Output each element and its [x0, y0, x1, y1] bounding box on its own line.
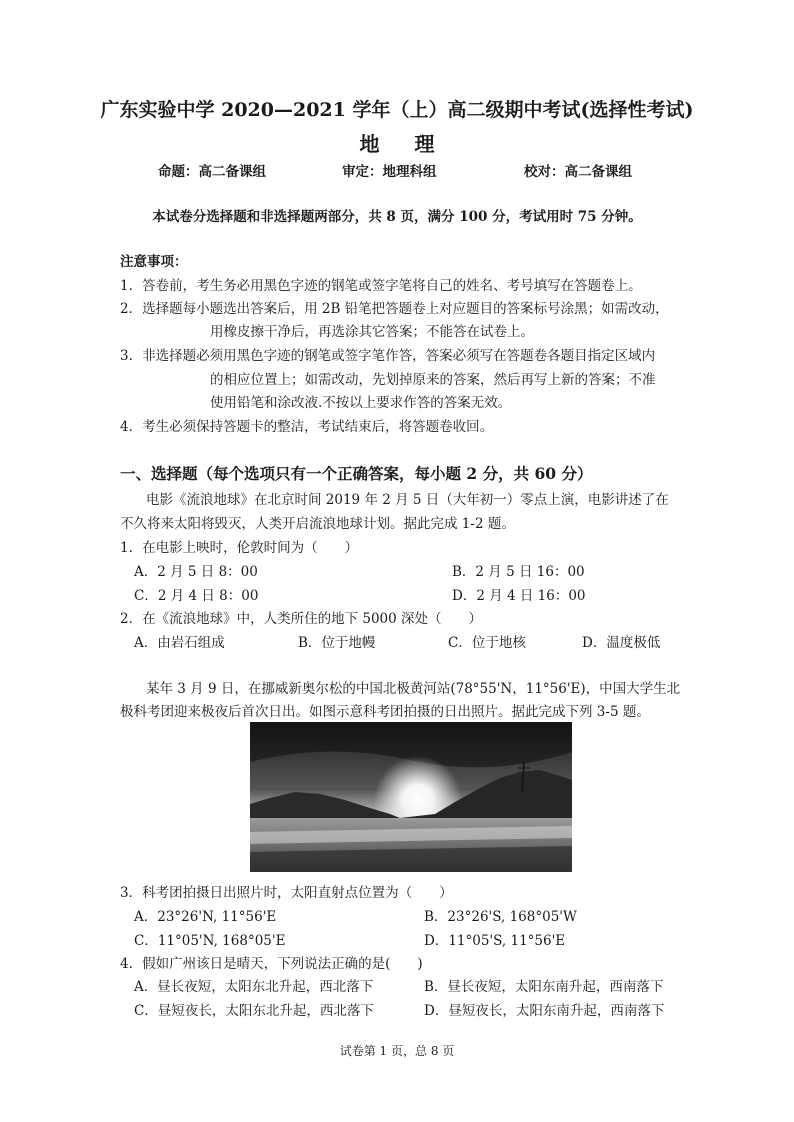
question-4-option-c: C．昼短夜长，太阳东北升起，西北落下 [134, 1003, 374, 1019]
note-line: 的相应位置上；如需改动，先划掉原来的答案，然后再写上新的答案；不准 [210, 372, 656, 388]
proofreader-line: 校对：高二备课组 [524, 164, 632, 180]
question-2-option-d: D．温度极低 [582, 635, 661, 651]
question-2-option-a: A．由岩石组成 [134, 635, 225, 651]
question-3-option-b: B．23°26'S, 168°05'W [424, 909, 577, 925]
page-footer: 试卷第 1 页，总 8 页 [339, 1044, 455, 1058]
sunrise-photo [250, 722, 572, 872]
subject-title: 地 理 [359, 132, 449, 156]
question-3-stem: 3．科考团拍摄日出照片时，太阳直射点位置为（ ） [120, 885, 453, 901]
section-heading: 一、选择题（每个选项只有一个正确答案，每小题 2 分，共 60 分） [120, 464, 593, 483]
question-4-option-d: D．昼短夜长，太阳东南升起，西南落下 [424, 1003, 665, 1019]
context-line: 不久将来太阳将毁灭，人类开启流浪地球计划。据此完成 1-2 题。 [120, 516, 515, 532]
question-4-option-a: A．昼长夜短，太阳东北升起，西北落下 [134, 979, 374, 995]
context-line: 某年 3 月 9 日，在挪威新奥尔松的中国北极黄河站(78°55'N，11°56'E)，中国大学生北 [146, 681, 681, 697]
note-line: 2．选择题每小题选出答案后，用 2B 铅笔把答题卷上对应题目的答案标号涂黑；如需改动， [120, 301, 669, 317]
question-1-option-b: B．2 月 5 日 16：00 [452, 564, 585, 580]
exam-title: 广东实验中学 2020—2021 学年（上）高二级期中考试(选择性考试) [100, 99, 694, 121]
question-1-stem: 1．在电影上映时，伦敦时间为（ ） [120, 540, 359, 556]
question-1-option-d: D．2 月 4 日 16：00 [452, 588, 586, 604]
note-line: 1．答卷前，考生务必用黑色字迹的钢笔或签字笔将自己的姓名、考号填写在答题卷上。 [120, 278, 642, 294]
notes-heading: 注意事项： [120, 254, 188, 270]
question-4-option-b: B．昼长夜短，太阳东南升起，西南落下 [424, 979, 664, 995]
note-line: 使用铅笔和涂改液.不按以上要求作答的答案无效。 [210, 395, 512, 411]
reviewer-line: 审定：地理科组 [342, 164, 437, 180]
question-2-option-c: C．位于地核 [448, 635, 526, 651]
note-line: 3．非选择题必须用黑色字迹的钢笔或签字笔作答，答案必须写在答题卷各题目指定区域内 [120, 348, 656, 364]
context-line: 极科考团迎来极夜后首次日出。如图示意科考团拍摄的日出照片。据此完成下列 3-5 题。 [120, 704, 650, 720]
author-line: 命题：高二备课组 [158, 164, 266, 180]
context-line: 电影《流浪地球》在北京时间 2019 年 2 月 5 日（大年初一）零点上演，电影讲述了在 [146, 492, 669, 508]
question-1-option-a: A．2 月 5 日 8：00 [134, 564, 258, 580]
question-1-option-c: C．2 月 4 日 8：00 [134, 588, 259, 604]
question-3-option-c: C．11°05'N, 168°05'E [134, 933, 286, 949]
exam-intro: 本试卷分选择题和非选择题两部分，共 8 页，满分 100 分，考试用时 75 分钟。 [152, 209, 642, 225]
note-line: 用橡皮擦干净后，再选涂其它答案；不能答在试卷上。 [210, 324, 534, 340]
question-3-option-d: D．11°05'S, 11°56'E [424, 933, 566, 949]
question-2-stem: 2．在《流浪地球》中，人类所住的地下 5000 深处（ ） [120, 611, 483, 627]
note-line: 4．考生必须保持答题卡的整洁，考试结束后，将答题卷收回。 [120, 419, 494, 435]
question-3-option-a: A．23°26'N, 11°56'E [134, 909, 277, 925]
question-4-stem: 4．假如广州该日是晴天，下列说法正确的是( ) [120, 956, 423, 972]
question-2-option-b: B．位于地幔 [298, 635, 376, 651]
